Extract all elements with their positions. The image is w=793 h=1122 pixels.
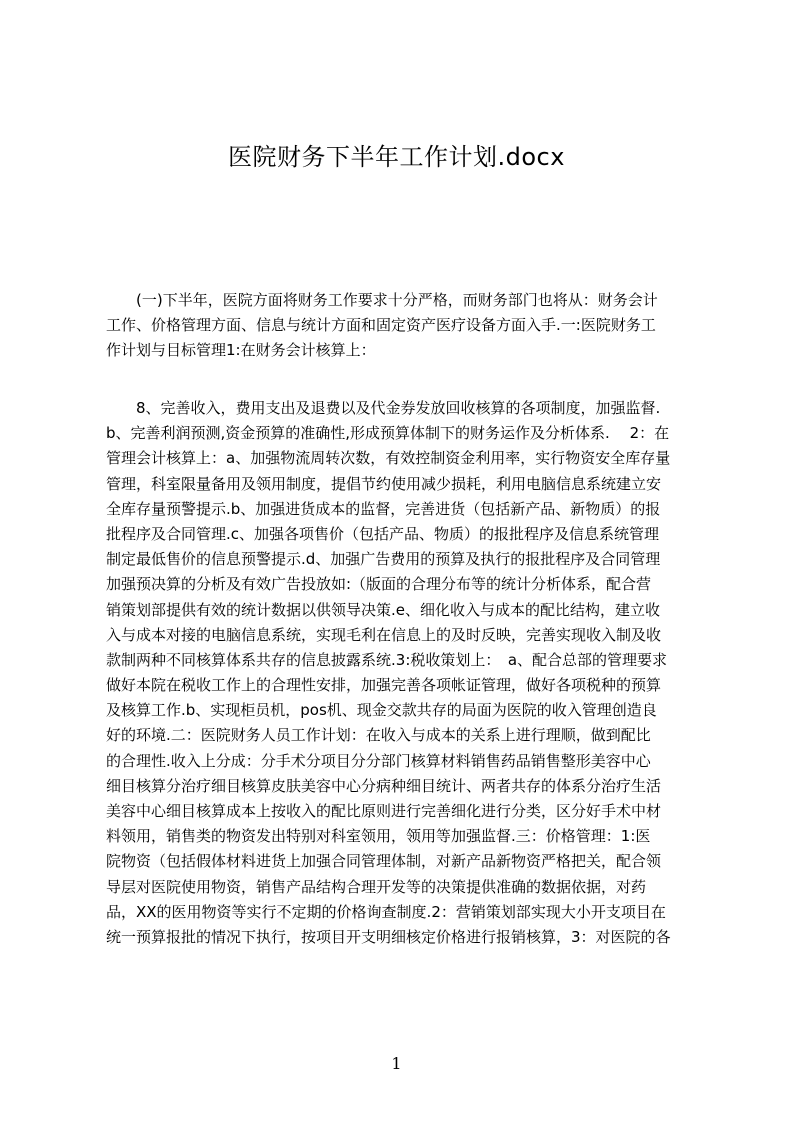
paragraph-line: 美容中心细目核算成本上按收入的配比原则进行完善细化进行分类，区分好手术中材 (106, 802, 662, 820)
paragraph-line: 做好本院在税收工作上的合理性安排，加强完善各项帐证管理，做好各项税种的预算 (106, 676, 662, 695)
paragraph-line: (一)下半年，医院方面将财务工作要求十分严格，而财务部门也将从：财务会计 (136, 291, 658, 309)
paragraph-intro (106, 288, 698, 364)
paragraph-line: 8、完善收入，费用支出及退费以及代金券发放回收核算的各项制度，加强监督. (136, 399, 661, 417)
page-number: 1 (391, 1054, 402, 1073)
paragraph-line: 的合理性.收入上分成：分手术分项目分分部门核算材料销售药品销售整形美容中心 (106, 751, 651, 770)
paragraph-line: 及核算工作.b、实现柜员机，pos机、现金交款共存的局面为医院的收入管理创造良 (106, 701, 657, 720)
paragraph-line: 销策划部提供有效的统计数据以供领导决策.e、细化收入与成本的配比结构，建立收 (106, 600, 661, 619)
paragraph-line: b、完善利润预测,资金预算的准确性,形成预算体制下的财务运作及分析体系. 2：在 (106, 424, 670, 443)
paragraph-line: 料领用，销售类的物资发出特别对科室领用，领用等加强监督.三：价格管理：1:医 (106, 827, 651, 846)
paragraph-line: 入与成本对接的电脑信息系统，实现毛利在信息上的及时反映，完善实现收入制及收 (106, 625, 662, 644)
paragraph-line: 管理会计核算上：a、加强物流周转次数，有效控制资金利用率，实行物资安全库存量 (106, 449, 671, 468)
paragraph-line: 全库存量预警提示.b、加强进货成本的监督，完善进货（包括新产品、新物质）的报 (106, 499, 661, 518)
paragraph-body (106, 396, 698, 950)
document-title: 医院财务下半年工作计划.docx (228, 143, 565, 171)
paragraph-line: 批程序及合同管理.c、加强各项售价（包括产品、物质）的报批程序及信息系统管理 (106, 524, 660, 543)
paragraph-line: 作计划与目标管理1:在财务会计核算上： (106, 341, 376, 360)
paragraph-line: 好的环境.二：医院财务人员工作计划：在收入与成本的关系上进行理顺，做到配比 (106, 726, 651, 745)
paragraph-line: 细目核算分治疗细目核算皮肤美容中心分病种细目统计、两者共存的体系分治疗生活 (106, 776, 662, 795)
paragraph-line: 工作、价格管理方面、信息与统计方面和固定资产医疗设备方面入手.一:医院财务工 (106, 316, 656, 335)
paragraph-line: 品，XX的医用物资等实行不定期的价格询查制度.2：营销策划部实现大小开支项目在 (106, 902, 666, 921)
paragraph-line: 管理，科室限量备用及领用制度，提倡节约使用减少损耗，利用电脑信息系统建立安 (106, 474, 662, 493)
paragraph-line: 导层对医院使用物资，销售产品结构合理开发等的决策提供准确的数据依据，对药 (106, 877, 647, 896)
paragraph-line: 统一预算报批的情况下执行，按项目开支明细核定价格进行报销核算，3：对医院的各 (106, 927, 671, 946)
paragraph-line: 款制两种不同核算体系共存的信息披露系统.3:税收策划上： a、配合总部的管理要求 (106, 650, 668, 669)
paragraph-line: 制定最低售价的信息预警提示.d、加强广告费用的预算及执行的报批程序及合同管理 (106, 550, 661, 569)
paragraph-line: 加强预决算的分析及有效广告投放如:（版面的合理分布等的统计分析体系，配合营 (106, 575, 652, 594)
paragraph-line: 院物资（包括假体材料进货上加强合同管理体制，对新产品新物资严格把关，配合领 (106, 852, 662, 871)
